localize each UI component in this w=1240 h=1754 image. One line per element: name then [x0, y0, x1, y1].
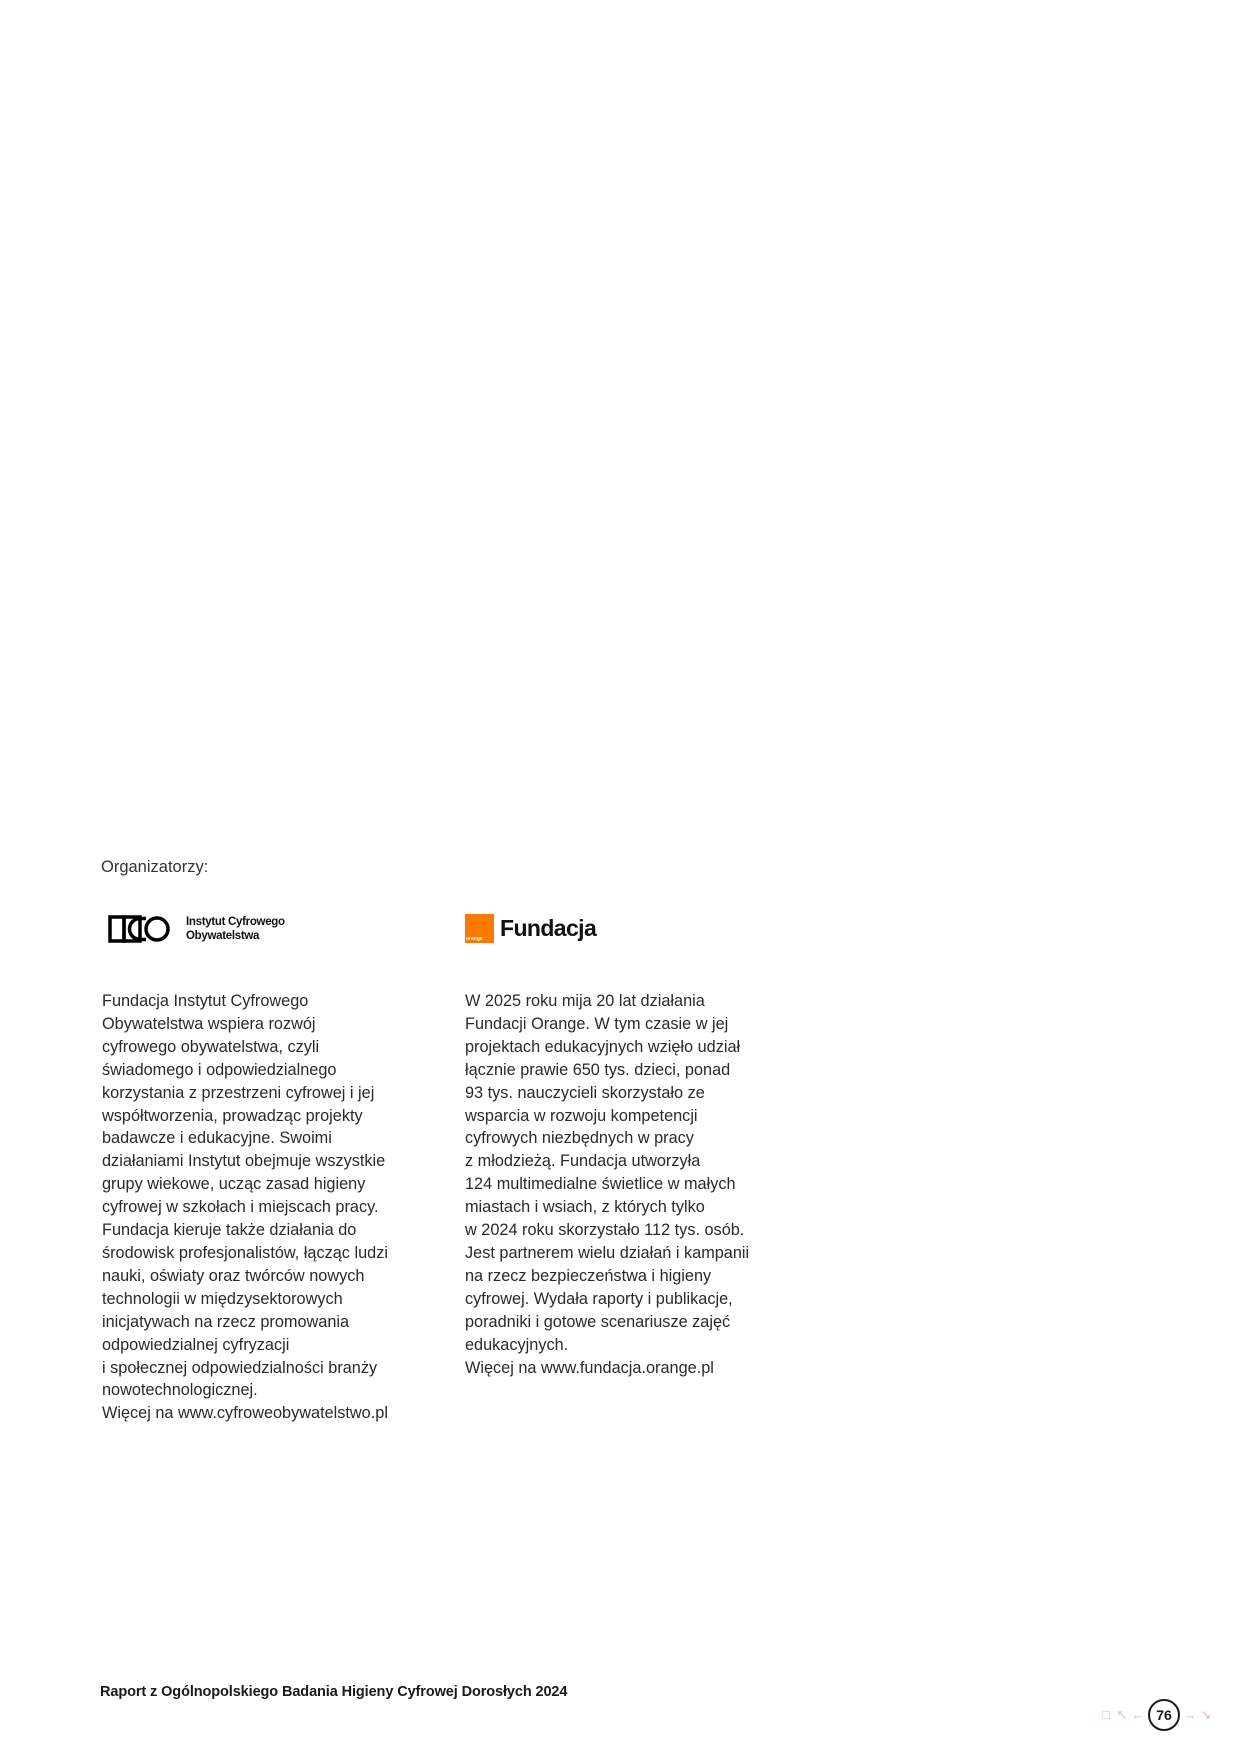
- orange-description-line: na rzecz bezpieczeństwa i higieny: [465, 1266, 712, 1285]
- ico-logo-mark: [108, 915, 172, 943]
- ico-logo-line2: Obywatelstwa: [186, 930, 260, 942]
- ico-description-line: Fundacja kieruje także działania do: [102, 1221, 357, 1240]
- orange-description-line: 93 tys. nauczycieli skorzystało ze: [465, 1083, 705, 1102]
- ico-description-line: świadomego i odpowiedzialnego: [102, 1060, 337, 1079]
- ico-description-line: środowisk profesjonalistów, łącząc ludzi: [102, 1243, 388, 1262]
- orange-logo-square: [465, 914, 494, 943]
- ico-website-link[interactable]: Więcej na www.cyfroweobywatelstwo.pl: [102, 1404, 388, 1423]
- ico-description-line: grupy wiekowe, ucząc zasad higieny: [102, 1175, 366, 1194]
- orange-description-line: Fundacji Orange. W tym czasie w jej: [465, 1014, 729, 1033]
- arrow-left-icon[interactable]: ←: [1131, 1707, 1145, 1722]
- orange-website-link[interactable]: Więcej na www.fundacja.orange.pl: [465, 1358, 714, 1377]
- ico-description-line: nauki, oświaty oraz twórców nowych: [102, 1266, 365, 1285]
- orange-logo-word: Fundacja: [500, 914, 597, 941]
- organizers-label: Organizatorzy:: [101, 858, 209, 876]
- orange-description-line: W 2025 roku mija 20 lat działania: [465, 992, 705, 1010]
- ico-logo-line1: Instytut Cyfrowego: [186, 916, 285, 928]
- orange-description-line: projektach edukacyjnych wzięło udział: [465, 1037, 741, 1056]
- orange-description-line: wsparcia w rozwoju kompetencji: [465, 1106, 698, 1125]
- page-number: 76: [1148, 1699, 1180, 1731]
- ico-logo-text: [186, 915, 285, 943]
- orange-logo-square-text: orange: [466, 935, 483, 942]
- ico-description-line: i społecznej odpowiedzialności branży: [102, 1358, 378, 1377]
- orange-description-line: 124 multimedialne świetlice w małych: [465, 1175, 736, 1194]
- ico-description-line: inicjatywach na rzecz promowania: [102, 1312, 350, 1331]
- orange-description-line: w 2024 roku skorzystało 112 tys. osób.: [465, 1221, 745, 1240]
- orange-description-line: Jest partnerem wielu działań i kampanii: [465, 1243, 750, 1262]
- arrow-right-icon[interactable]: →: [1183, 1707, 1197, 1722]
- ico-description-line: współtworzenia, prowadząc projekty: [102, 1106, 363, 1125]
- ico-description-line: działaniami Instytut obejmuje wszystkie: [102, 1152, 386, 1171]
- orange-description-line: poradniki i gotowe scenariusze zajęć: [465, 1312, 731, 1331]
- ico-description: [102, 990, 422, 1425]
- ico-description-line: badawcze i edukacyjne. Swoimi: [102, 1129, 332, 1148]
- ico-description-line: cyfrowego obywatelstwa, czyli: [102, 1037, 320, 1056]
- orange-description-line: cyfrowej. Wydała raporty i publikacje,: [465, 1289, 733, 1308]
- ico-description-line: cyfrowej w szkołach i miejscach pracy.: [102, 1198, 379, 1217]
- orange-description-line: z młodzieżą. Fundacja utworzyła: [465, 1152, 701, 1171]
- page-navigation: [1098, 1697, 1214, 1733]
- orange-description-line: miastach i wsiach, z których tylko: [465, 1198, 705, 1217]
- ico-description-line: nowotechnologicznej.: [102, 1381, 258, 1400]
- arrow-up-left-icon[interactable]: ↖: [1116, 1707, 1128, 1722]
- arrow-down-right-icon[interactable]: ↘: [1200, 1707, 1212, 1722]
- orange-description-line: edukacyjnych.: [465, 1335, 569, 1354]
- orange-description: [465, 990, 785, 1379]
- ico-description-line: technologii w międzysektorowych: [102, 1289, 343, 1308]
- ico-description-line: Fundacja Instytut Cyfrowego: [102, 992, 309, 1010]
- orange-description-line: łącznie prawie 650 tys. dzieci, ponad: [465, 1060, 731, 1079]
- ico-logo: [108, 913, 285, 945]
- ico-description-line: odpowiedzialnej cyfryzacji: [102, 1335, 290, 1354]
- ico-description-line: korzystania z przestrzeni cyfrowej i jej: [102, 1083, 375, 1102]
- report-title: Raport z Ogólnopolskiego Badania Higieny Cyfrowej Dorosłych 2024: [100, 1684, 568, 1700]
- home-icon[interactable]: □: [1102, 1707, 1110, 1722]
- fundacja-orange-logo: [465, 913, 596, 943]
- orange-description-line: cyfrowych niezbędnych w pracy: [465, 1129, 694, 1148]
- ico-description-line: Obywatelstwa wspiera rozwój: [102, 1014, 316, 1033]
